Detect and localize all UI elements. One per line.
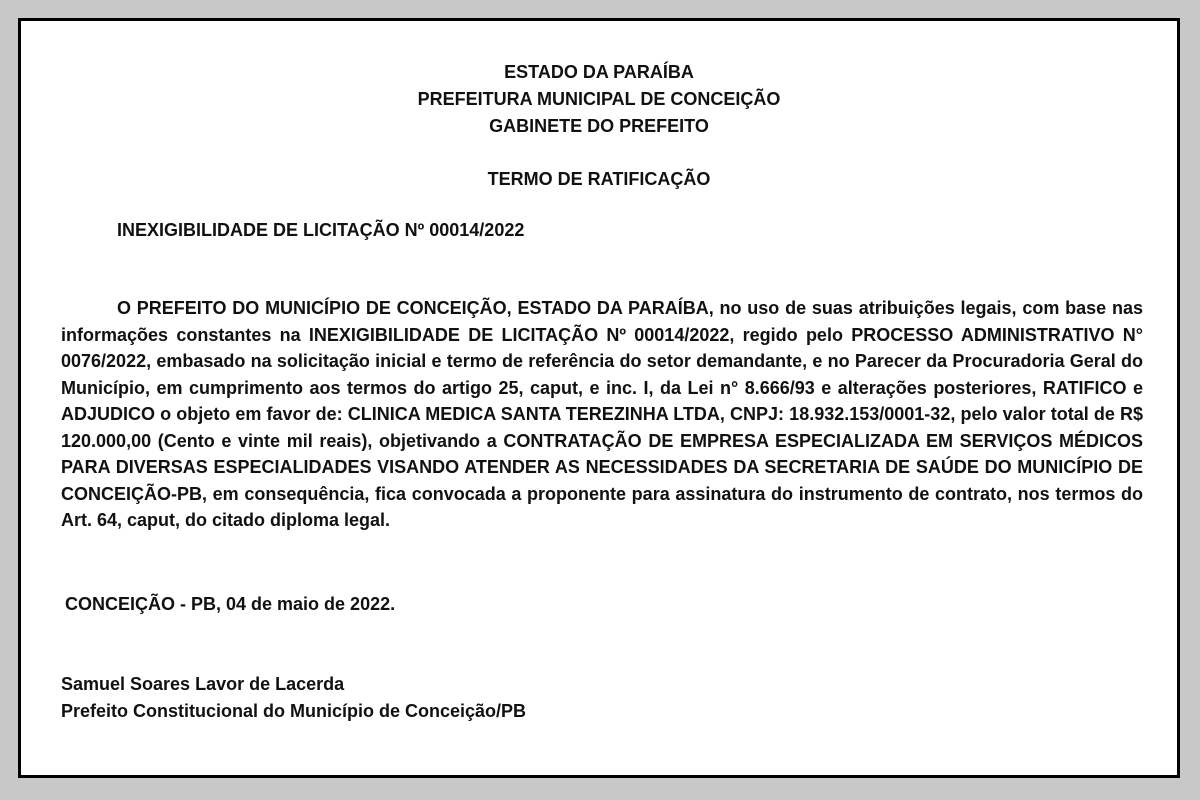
- reference-number: INEXIGIBILIDADE DE LICITAÇÃO Nº 00014/2022: [117, 220, 525, 240]
- document-header: [21, 59, 1177, 140]
- place-date: CONCEIÇÃO - PB, 04 de maio de 2022.: [65, 594, 396, 614]
- signatory-name: Samuel Soares Lavor de Lacerda: [61, 674, 345, 694]
- header-state: ESTADO DA PARAÍBA: [504, 62, 694, 82]
- document-title: TERMO DE RATIFICAÇÃO: [487, 169, 711, 189]
- header-office: GABINETE DO PREFEITO: [489, 116, 709, 136]
- header-municipality: PREFEITURA MUNICIPAL DE CONCEIÇÃO: [417, 89, 781, 109]
- body-paragraph: O PREFEITO DO MUNICÍPIO DE CONCEIÇÃO, ESTADO DA PARAÍBA, no uso de suas atribuições legais, com base nas informações constantes na INEXIGIBILIDADE DE LICITAÇÃO Nº 00014/2022, regido pelo PROCESSO ADMINISTRATIVO N° 0076/2022, embasado na solicitação inicial e termo de referência do setor demandante, e no Parecer da Procuradoria Geral do Município, em cumprimento aos termos do artigo 25, caput, e inc. I, da Lei n° 8.666/93 e alterações posteriores, RATIFICO e ADJUDICO o objeto em favor de: CLINICA MEDICA SANTA TEREZINHA LTDA, CNPJ: 18.932.153/0001-32, pelo valor total de R$ 120.000,00 (Cento e vinte mil reais), objetivando a CONTRATAÇÃO DE EMPRESA ESPECIALIZADA EM SERVIÇOS MÉDICOS PARA DIVERSAS ESPECIALIDADES VISANDO ATENDER AS NECESSIDADES DA SECRETARIA DE SAÚDE DO MUNICÍPIO DE CONCEIÇÃO-PB, em consequência, fica convocada a proponente para assinatura do instrumento de contrato, nos termos do Art. 64, caput, do citado diploma legal.: [61, 298, 1143, 530]
- document-page: [18, 18, 1180, 778]
- signatory-role: Prefeito Constitucional do Município de Conceição/PB: [61, 701, 527, 721]
